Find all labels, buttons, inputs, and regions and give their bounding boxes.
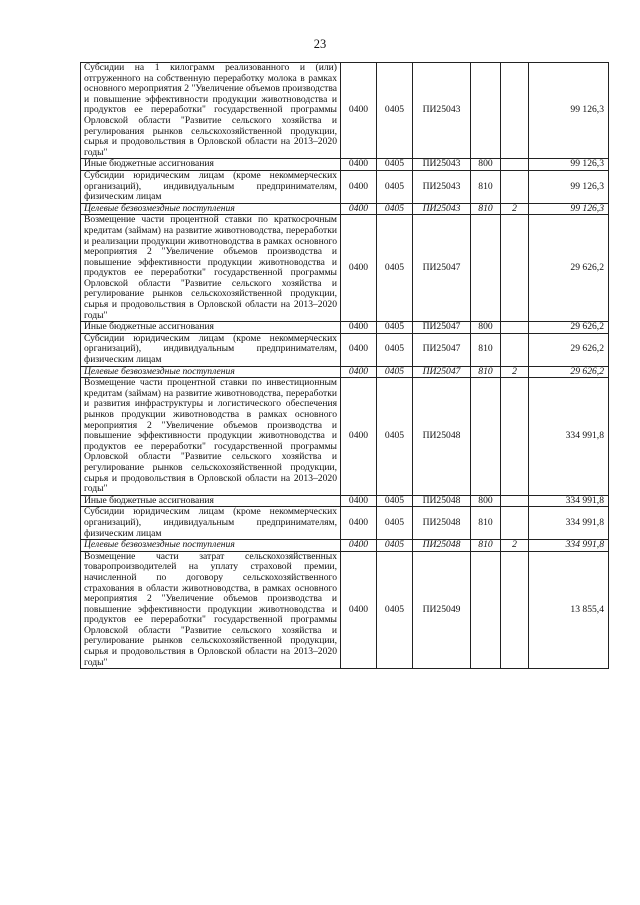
- row-description: Возмещение части затрат сельскохозяйственных товаропроизводителей на уплату страховой премии, начисленной по договору сельскохозяйственного страхования в области животноводства, в рамках основного мероприятия 2 "Увеличение объемов производства и повышение эффективности продукции животноводства и продуктов ее переработки" государственной программы Орловской области "Развитие сельского хозяйства и регулирование рынков сельскохозяйственной продукции, сырья и продовольствия в Орловской области на 2013–2020 годы": [81, 551, 341, 669]
- target-article-code: ПИ25049: [413, 551, 471, 669]
- expense-type-code: 810: [471, 170, 501, 203]
- subsection-code: 0405: [377, 540, 413, 552]
- target-article-code: ПИ25043: [413, 63, 471, 159]
- amount: 99 126,3: [529, 170, 609, 203]
- table-row: [81, 170, 609, 203]
- table-row: [81, 322, 609, 334]
- amount: 334 991,8: [529, 540, 609, 552]
- table-row: [81, 333, 609, 366]
- funding-source-code: [501, 322, 529, 334]
- target-article-code: ПИ25048: [413, 540, 471, 552]
- funding-source-code: [501, 333, 529, 366]
- subsection-code: 0405: [377, 378, 413, 496]
- expense-type-code: [471, 551, 501, 669]
- row-description: Субсидии юридическим лицам (кроме некоммерческих организаций), индивидуальным предпринимателям, физическим лицам: [81, 170, 341, 203]
- amount: 334 991,8: [529, 495, 609, 507]
- table-row: [81, 63, 609, 159]
- expense-type-code: 800: [471, 495, 501, 507]
- funding-source-code: [501, 378, 529, 496]
- table-row: [81, 159, 609, 171]
- budget-table: [80, 62, 609, 669]
- expense-type-code: 800: [471, 322, 501, 334]
- subsection-code: 0405: [377, 159, 413, 171]
- row-description: Возмещение части процентной ставки по краткосрочным кредитам (займам) на развитие животноводства, переработки и реализации продукции животноводства в рамках основного мероприятия 2 "Увеличение объемов производства и повышение эффективности продукции животноводства и продуктов ее переработки" государственной программы Орловской области "Развитие сельского хозяйства и регулирование рынков сельскохозяйственной продукции, сырья и продовольствия в Орловской области на 2013–2020 годы": [81, 215, 341, 322]
- target-article-code: ПИ25047: [413, 333, 471, 366]
- table-row: [81, 507, 609, 540]
- expense-type-code: 800: [471, 159, 501, 171]
- table-row: [81, 495, 609, 507]
- expense-type-code: [471, 215, 501, 322]
- section-code: 0400: [341, 333, 377, 366]
- subsection-code: 0405: [377, 507, 413, 540]
- funding-source-code: [501, 215, 529, 322]
- target-article-code: ПИ25048: [413, 495, 471, 507]
- funding-source-code: [501, 507, 529, 540]
- expense-type-code: 810: [471, 333, 501, 366]
- section-code: 0400: [341, 507, 377, 540]
- funding-source-code: [501, 170, 529, 203]
- row-description: Возмещение части процентной ставки по инвестиционным кредитам (займам) на развитие животноводства, переработки и развития инфраструктуры и логистического обеспечения рынков продукции животноводства в рамках основного мероприятия 2 "Увеличение объемов производства и повышение эффективности продукции животноводства и продуктов ее переработки" государственной программы Орловской области "Развитие сельского хозяйства и регулирование рынков сельскохозяйственной продукции, сырья и продовольствия в Орловской области на 2013–2020 годы": [81, 378, 341, 496]
- subsection-code: 0405: [377, 203, 413, 215]
- page-number: 23: [313, 37, 327, 51]
- subsection-code: 0405: [377, 495, 413, 507]
- funding-source-code: [501, 495, 529, 507]
- amount: 29 626,2: [529, 215, 609, 322]
- section-code: 0400: [341, 63, 377, 159]
- section-code: 0400: [341, 540, 377, 552]
- row-description: Субсидии на 1 килограмм реализованного и (или) отгруженного на собственную переработку молока в рамках основного мероприятия 2 "Увеличение объемов производства и повышение эффективности продукции животноводства и продуктов ее переработки" государственной программы Орловской области "Развитие сельского хозяйства и регулирования рынков сельскохозяйственной продукции, сырья и продовольствия в Орловской области на 2013–2020 годы": [81, 63, 341, 159]
- row-description: Иные бюджетные ассигнования: [81, 322, 341, 334]
- amount: 99 126,3: [529, 159, 609, 171]
- row-description: Иные бюджетные ассигнования: [81, 495, 341, 507]
- target-article-code: ПИ25047: [413, 215, 471, 322]
- table-row: [81, 366, 609, 378]
- target-article-code: ПИ25043: [413, 203, 471, 215]
- expense-type-code: 810: [471, 507, 501, 540]
- amount: 334 991,8: [529, 378, 609, 496]
- row-description: Иные бюджетные ассигнования: [81, 159, 341, 171]
- amount: 334 991,8: [529, 507, 609, 540]
- subsection-code: 0405: [377, 366, 413, 378]
- subsection-code: 0405: [377, 170, 413, 203]
- section-code: 0400: [341, 322, 377, 334]
- row-description: Целевые безвозмездные поступления: [81, 540, 341, 552]
- target-article-code: ПИ25043: [413, 170, 471, 203]
- subsection-code: 0405: [377, 215, 413, 322]
- row-description: Субсидии юридическим лицам (кроме некоммерческих организаций), индивидуальным предпринимателям, физическим лицам: [81, 333, 341, 366]
- funding-source-code: [501, 63, 529, 159]
- target-article-code: ПИ25047: [413, 366, 471, 378]
- amount: 29 626,2: [529, 366, 609, 378]
- expense-type-code: 810: [471, 540, 501, 552]
- row-description: Целевые безвозмездные поступления: [81, 366, 341, 378]
- subsection-code: 0405: [377, 63, 413, 159]
- funding-source-code: [501, 159, 529, 171]
- funding-source-code: [501, 551, 529, 669]
- section-code: 0400: [341, 495, 377, 507]
- target-article-code: ПИ25043: [413, 159, 471, 171]
- expense-type-code: 810: [471, 366, 501, 378]
- amount: 29 626,2: [529, 322, 609, 334]
- funding-source-code: 2: [501, 203, 529, 215]
- subsection-code: 0405: [377, 333, 413, 366]
- section-code: 0400: [341, 378, 377, 496]
- section-code: 0400: [341, 170, 377, 203]
- expense-type-code: [471, 63, 501, 159]
- section-code: 0400: [341, 551, 377, 669]
- amount: 29 626,2: [529, 333, 609, 366]
- funding-source-code: 2: [501, 366, 529, 378]
- amount: 99 126,3: [529, 63, 609, 159]
- section-code: 0400: [341, 215, 377, 322]
- row-description: Субсидии юридическим лицам (кроме некоммерческих организаций), индивидуальным предпринимателям, физическим лицам: [81, 507, 341, 540]
- row-description: Целевые безвозмездные поступления: [81, 203, 341, 215]
- subsection-code: 0405: [377, 322, 413, 334]
- section-code: 0400: [341, 366, 377, 378]
- table-row: [81, 378, 609, 496]
- table-row: [81, 215, 609, 322]
- expense-type-code: 810: [471, 203, 501, 215]
- target-article-code: ПИ25048: [413, 378, 471, 496]
- amount: 99 126,3: [529, 203, 609, 215]
- table-row: [81, 551, 609, 669]
- table-row: [81, 540, 609, 552]
- target-article-code: ПИ25048: [413, 507, 471, 540]
- section-code: 0400: [341, 203, 377, 215]
- funding-source-code: 2: [501, 540, 529, 552]
- target-article-code: ПИ25047: [413, 322, 471, 334]
- amount: 13 855,4: [529, 551, 609, 669]
- section-code: 0400: [341, 159, 377, 171]
- subsection-code: 0405: [377, 551, 413, 669]
- table-row: [81, 203, 609, 215]
- expense-type-code: [471, 378, 501, 496]
